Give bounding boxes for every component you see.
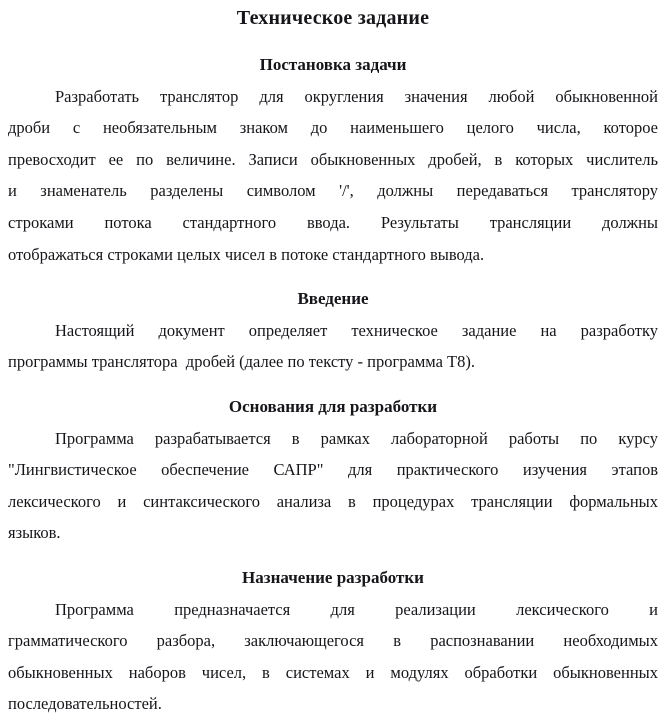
paragraph-line: грамматического разбора, заключающегося в распознавании необходимых <box>8 631 658 651</box>
paragraph <box>8 315 658 378</box>
section-heading-development-purpose: Назначение разработки <box>242 567 424 587</box>
paragraph-line: программы транслятора дробей (далее по тексту - программа Т8). <box>8 352 476 372</box>
section-introduction <box>8 283 658 378</box>
section-heading-introduction: Введение <box>297 289 369 309</box>
paragraph-line: лексического и синтаксического анализа в процедурах трансляции формальных <box>8 491 658 511</box>
paragraph-line: превосходит ее по величине. Записи обыкновенных дробей, в которых числитель <box>8 149 658 169</box>
paragraph-line: "Лингвистическое обеспечение САПР" для практического изучения этапов <box>8 460 658 480</box>
section-heading-task-statement: Постановка задачи <box>259 55 407 74</box>
paragraph <box>8 423 658 549</box>
section-development-purpose <box>8 562 658 720</box>
paragraph-line: Настоящий документ определяет техническое задание на разработку <box>55 320 658 340</box>
section-development-basis <box>8 391 658 549</box>
paragraph-line: Программа разрабатывается в рамках лабораторной работы по курсу <box>55 428 658 448</box>
paragraph-line: последовательностей. <box>8 694 162 714</box>
paragraph-line: языков. <box>8 523 61 543</box>
paragraph <box>8 594 658 720</box>
section-heading-development-basis: Основания для разработки <box>228 396 438 416</box>
paragraph-line: Программа предназначается для реализации лексического и <box>55 599 658 619</box>
document-title: Техническое задание <box>236 7 430 29</box>
section-task-statement <box>8 49 658 270</box>
paragraph-line: дроби с необязательным знаком до наименьшего целого числа, которое <box>8 118 658 138</box>
paragraph-line: отображаться строками целых чисел в потоке стандартного вывода. <box>8 244 485 264</box>
paragraph-line: строками потока стандартного ввода. Результаты трансляции должны <box>8 212 658 232</box>
paragraph-line: и знаменатель разделены символом '/', должны передаваться транслятору <box>8 181 658 201</box>
paragraph <box>8 81 658 271</box>
paragraph-line: обыкновенных наборов чисел, в системах и модулях обработки обыкновенных <box>8 662 658 682</box>
paragraph-line: Разработать транслятор для округления значения любой обыкновенной <box>55 86 658 106</box>
